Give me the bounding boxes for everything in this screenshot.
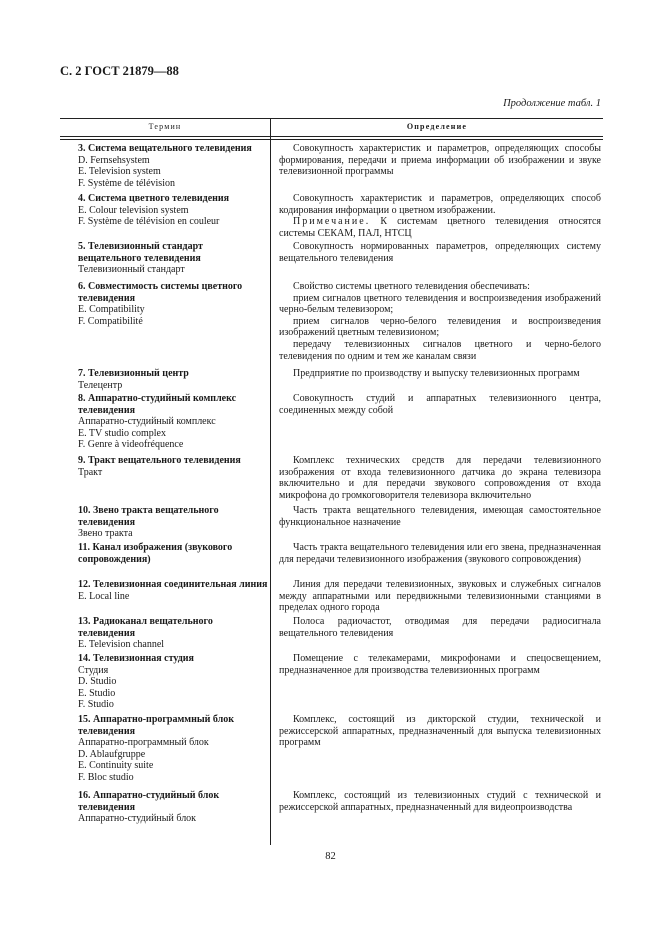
term-12: 12. Телевизионная соединительная линия E. Local line	[78, 579, 268, 602]
definition-3: Совокупность характеристик и параметров, определяющих способы формирования, передачи и приема информации об изображении и звуке телевизионной программы	[279, 143, 601, 178]
definition-5: Совокупность нормированных параметров, определяющих систему вещательного телевидения	[279, 241, 601, 264]
table-top-rule	[60, 118, 603, 119]
column-divider	[270, 118, 271, 845]
definition-6: Свойство системы цветного телевидения обеспечивать: прием сигналов цветного телевидения и воспроизведения изображений черно-белым телевизором; прием сигналов черно-белого телевидения и воспроизведения изображений цветным телевизионом; передачу телевизионных сигналов цветного и черно-белого телевидения по одним и тем же каналам связи	[279, 281, 601, 362]
term-14: 14. Телевизионная студия Студия D. Studio E. Studio F. Studio	[78, 653, 194, 711]
definition-14: Помещение с телекамерами, микрофонами и спецосвещением, предназначенное для производства телевизионных программ	[279, 653, 601, 676]
definition-4: Совокупность характеристик и параметров, определяющих способ кодирования информации о цветном изображении. Примечание. К системам цветного телевидения относятся системы СЕКАМ, ПАЛ, НТСЦ	[279, 193, 602, 239]
term-10: 10. Звено тракта вещательного телевидения Звено тракта	[78, 505, 219, 540]
definition-7: Предприятие по производству и выпуску телевизионных программ	[293, 368, 580, 379]
term-3: 3. Система вещательного телевидения D. Fernsehsystem E. Television system F. Système de télévision	[78, 143, 252, 189]
term-15: 15. Аппаратно-программный блок телевидения Аппаратно-программный блок D. Ablaufgruppe E. Continuity suite F. Bloc studio	[78, 714, 235, 783]
note-4: Примечание. К системам цветного телевидения относятся системы СЕКАМ, ПАЛ, НТСЦ	[279, 216, 602, 239]
table-continuation-label: Продолжение табл. 1	[503, 98, 601, 109]
definition-15: Комплекс, состоящий из дикторской студии, технической и режиссерской аппаратных, предназначенный для выпуска телевизионных программ	[279, 714, 601, 749]
definition-9: Комплекс технических средств для передачи телевизионного изображения от входа телевизионного датчика до экрана телевизора включительно и для передачи звукового сопровождения от входа микрофона до громкоговорителя телевизора включительно	[279, 455, 601, 501]
definition-16: Комплекс, состоящий из телевизионных студий с технической и режиссерской аппаратных, предназначенный для видеопроизводства	[279, 790, 601, 813]
term-6: 6. Совместимость системы цветного телевидения E. Compatibility F. Compatibilité	[78, 281, 243, 327]
term-7: 7. Телевизионный центр Телецентр	[78, 368, 189, 391]
page-number: 82	[325, 851, 336, 862]
term-4: 4. Система цветного телевидения E. Colour television system F. Système de télévision en couleur	[78, 193, 230, 228]
term-8: 8. Аппаратно-студийный комплекс телевидения Аппаратно-студийный комплекс E. TV studio complex F. Genre à videofréquence	[78, 393, 237, 451]
term-9: 9. Тракт вещательного телевидения Тракт	[78, 455, 241, 478]
definition-11: Часть тракта вещательного телевидения или его звена, предназначенная для передачи телевизионного изображения (звукового сопровождения)	[279, 542, 601, 565]
definition-12: Линия для передачи телевизионных, звуковых и служебных сигналов между аппаратными или передвижными телевизионными станциями в пределах одного города	[279, 579, 601, 614]
column-header-definition: Определение	[406, 122, 468, 131]
table-header-rule	[60, 136, 603, 137]
table-header-rule-2	[60, 139, 603, 140]
column-header-term: Термин	[148, 122, 182, 131]
term-16: 16. Аппаратно-студийный блок телевидения Аппаратно-студийный блок	[78, 790, 220, 825]
term-5: 5. Телевизионный стандарт вещательного телевидения Телевизионный стандарт	[78, 241, 203, 276]
definition-8: Совокупность студий и аппаратных телевизионного центра, соединенных между собой	[279, 393, 601, 416]
term-13: 13. Радиоканал вещательного телевидения E. Television channel	[78, 616, 213, 651]
term-11: 11. Канал изображения (звукового сопровождения)	[78, 542, 233, 565]
definition-13: Полоса радиочастот, отводимая для передачи радиосигнала вещательного телевидения	[279, 616, 601, 639]
definition-10: Часть тракта вещательного телевидения, имеющая самостоятельное функциональное назначение	[279, 505, 601, 528]
page-header: С. 2 ГОСТ 21879—88	[60, 64, 179, 78]
